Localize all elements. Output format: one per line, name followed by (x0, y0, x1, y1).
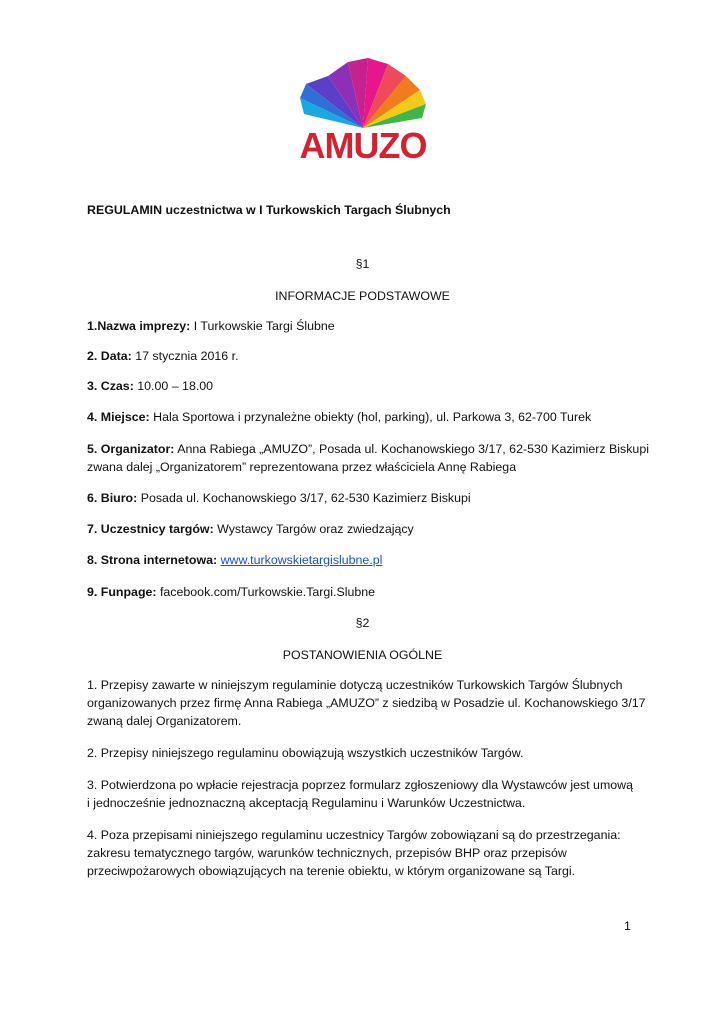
info-value: 10.00 – 18.00 (133, 379, 214, 393)
paragraph-1-line-2: organizowanych przez firmę Anna Rabiega „AMUZO” z siedzibą w Posadzie ul. Kochanowskiego 3/17 (87, 696, 646, 710)
paragraph-1-line-3: zwaną dalej Organizatorem. (87, 714, 242, 728)
info-item-event-name (87, 317, 647, 335)
amuzo-logo-graphic (292, 54, 434, 162)
page-number: 1 (624, 919, 631, 933)
info-value: Wystawcy Targów oraz zwiedzający (213, 522, 414, 536)
info-label: 6. Biuro: (87, 491, 138, 505)
section2-heading: POSTANOWIENIA OGÓLNE (282, 648, 443, 662)
website-link[interactable]: www.turkowskietargislubne.pl (220, 553, 383, 567)
info-label: 8. Strona internetowa: (87, 553, 218, 567)
info-item-organizer (87, 440, 647, 458)
info-item-time (87, 377, 647, 395)
info-item-organizer-line2: zwana dalej „Organizatorem” reprezentowana przez właściciela Annę Rabiega (87, 460, 517, 474)
info-label: 2. Data: (87, 349, 132, 363)
info-item-place (87, 408, 647, 426)
paragraph-3-line-2: i jednocześnie jednoznaczną akceptacją Regulaminu i Warunków Uczestnictwa. (87, 796, 526, 810)
info-item-office (87, 489, 647, 507)
info-label: 3. Czas: (87, 379, 134, 393)
paragraph-4-line-2: zakresu tematycznego targów, warunków technicznych, przepisów BHP oraz przepisów (87, 846, 567, 860)
logo-wordmark: AMUZO (299, 125, 427, 162)
info-value: I Turkowskie Targi Ślubne (190, 319, 335, 333)
info-item-date (87, 347, 647, 365)
info-item-participants (87, 520, 647, 538)
info-item-funpage (87, 583, 647, 601)
section1-heading: INFORMACJE PODSTAWOWE (275, 289, 450, 303)
info-label: 9. Funpage: (87, 585, 157, 599)
paragraph-4-line-1: 4. Poza przepisami niniejszego regulaminu uczestnicy Targów zobowiązani są do przestrzegania: (87, 828, 621, 842)
info-value: 17 stycznia 2016 r. (131, 349, 239, 363)
info-label: 1.Nazwa imprezy: (87, 319, 191, 333)
document-title: REGULAMIN uczestnictwa w I Turkowskich Targach Ślubnych (87, 203, 451, 217)
info-item-website (87, 551, 647, 569)
info-value: Anna Rabiega „AMUZO”, Posada ul. Kochanowskiego 3/17, 62-530 Kazimierz Biskupi (174, 442, 649, 456)
paragraph-3-line-1: 3. Potwierdzona po wpłacie rejestracja poprzez formularz zgłoszeniowy dla Wystawców jest umową (87, 778, 633, 792)
section1-mark: §1 (355, 257, 370, 271)
section2-mark: §2 (355, 616, 370, 630)
info-value: Posada ul. Kochanowskiego 3/17, 62-530 Kazimierz Biskupi (137, 491, 471, 505)
paragraph-1-line-1: 1. Przepisy zawarte w niniejszym regulaminie dotyczą uczestników Turkowskich Targów Ślubnych (87, 678, 623, 692)
info-label: 7. Uczestnicy targów: (87, 522, 214, 536)
info-value: Hala Sportowa i przynależne obiekty (hol, parking), ul. Parkowa 3, 62-700 Turek (149, 410, 592, 424)
amuzo-logo (292, 54, 434, 162)
info-value: facebook.com/Turkowskie.Targi.Slubne (156, 585, 376, 599)
info-label: 4. Miejsce: (87, 410, 150, 424)
paragraph-4-line-3: przeciwpożarowych obowiązujących na terenie obiektu, w którym organizowane są Targi. (87, 864, 576, 878)
paragraph-2-line-1: 2. Przepisy niniejszego regulaminu obowiązują wszystkich uczestników Targów. (87, 746, 524, 760)
info-label: 5. Organizator: (87, 442, 175, 456)
